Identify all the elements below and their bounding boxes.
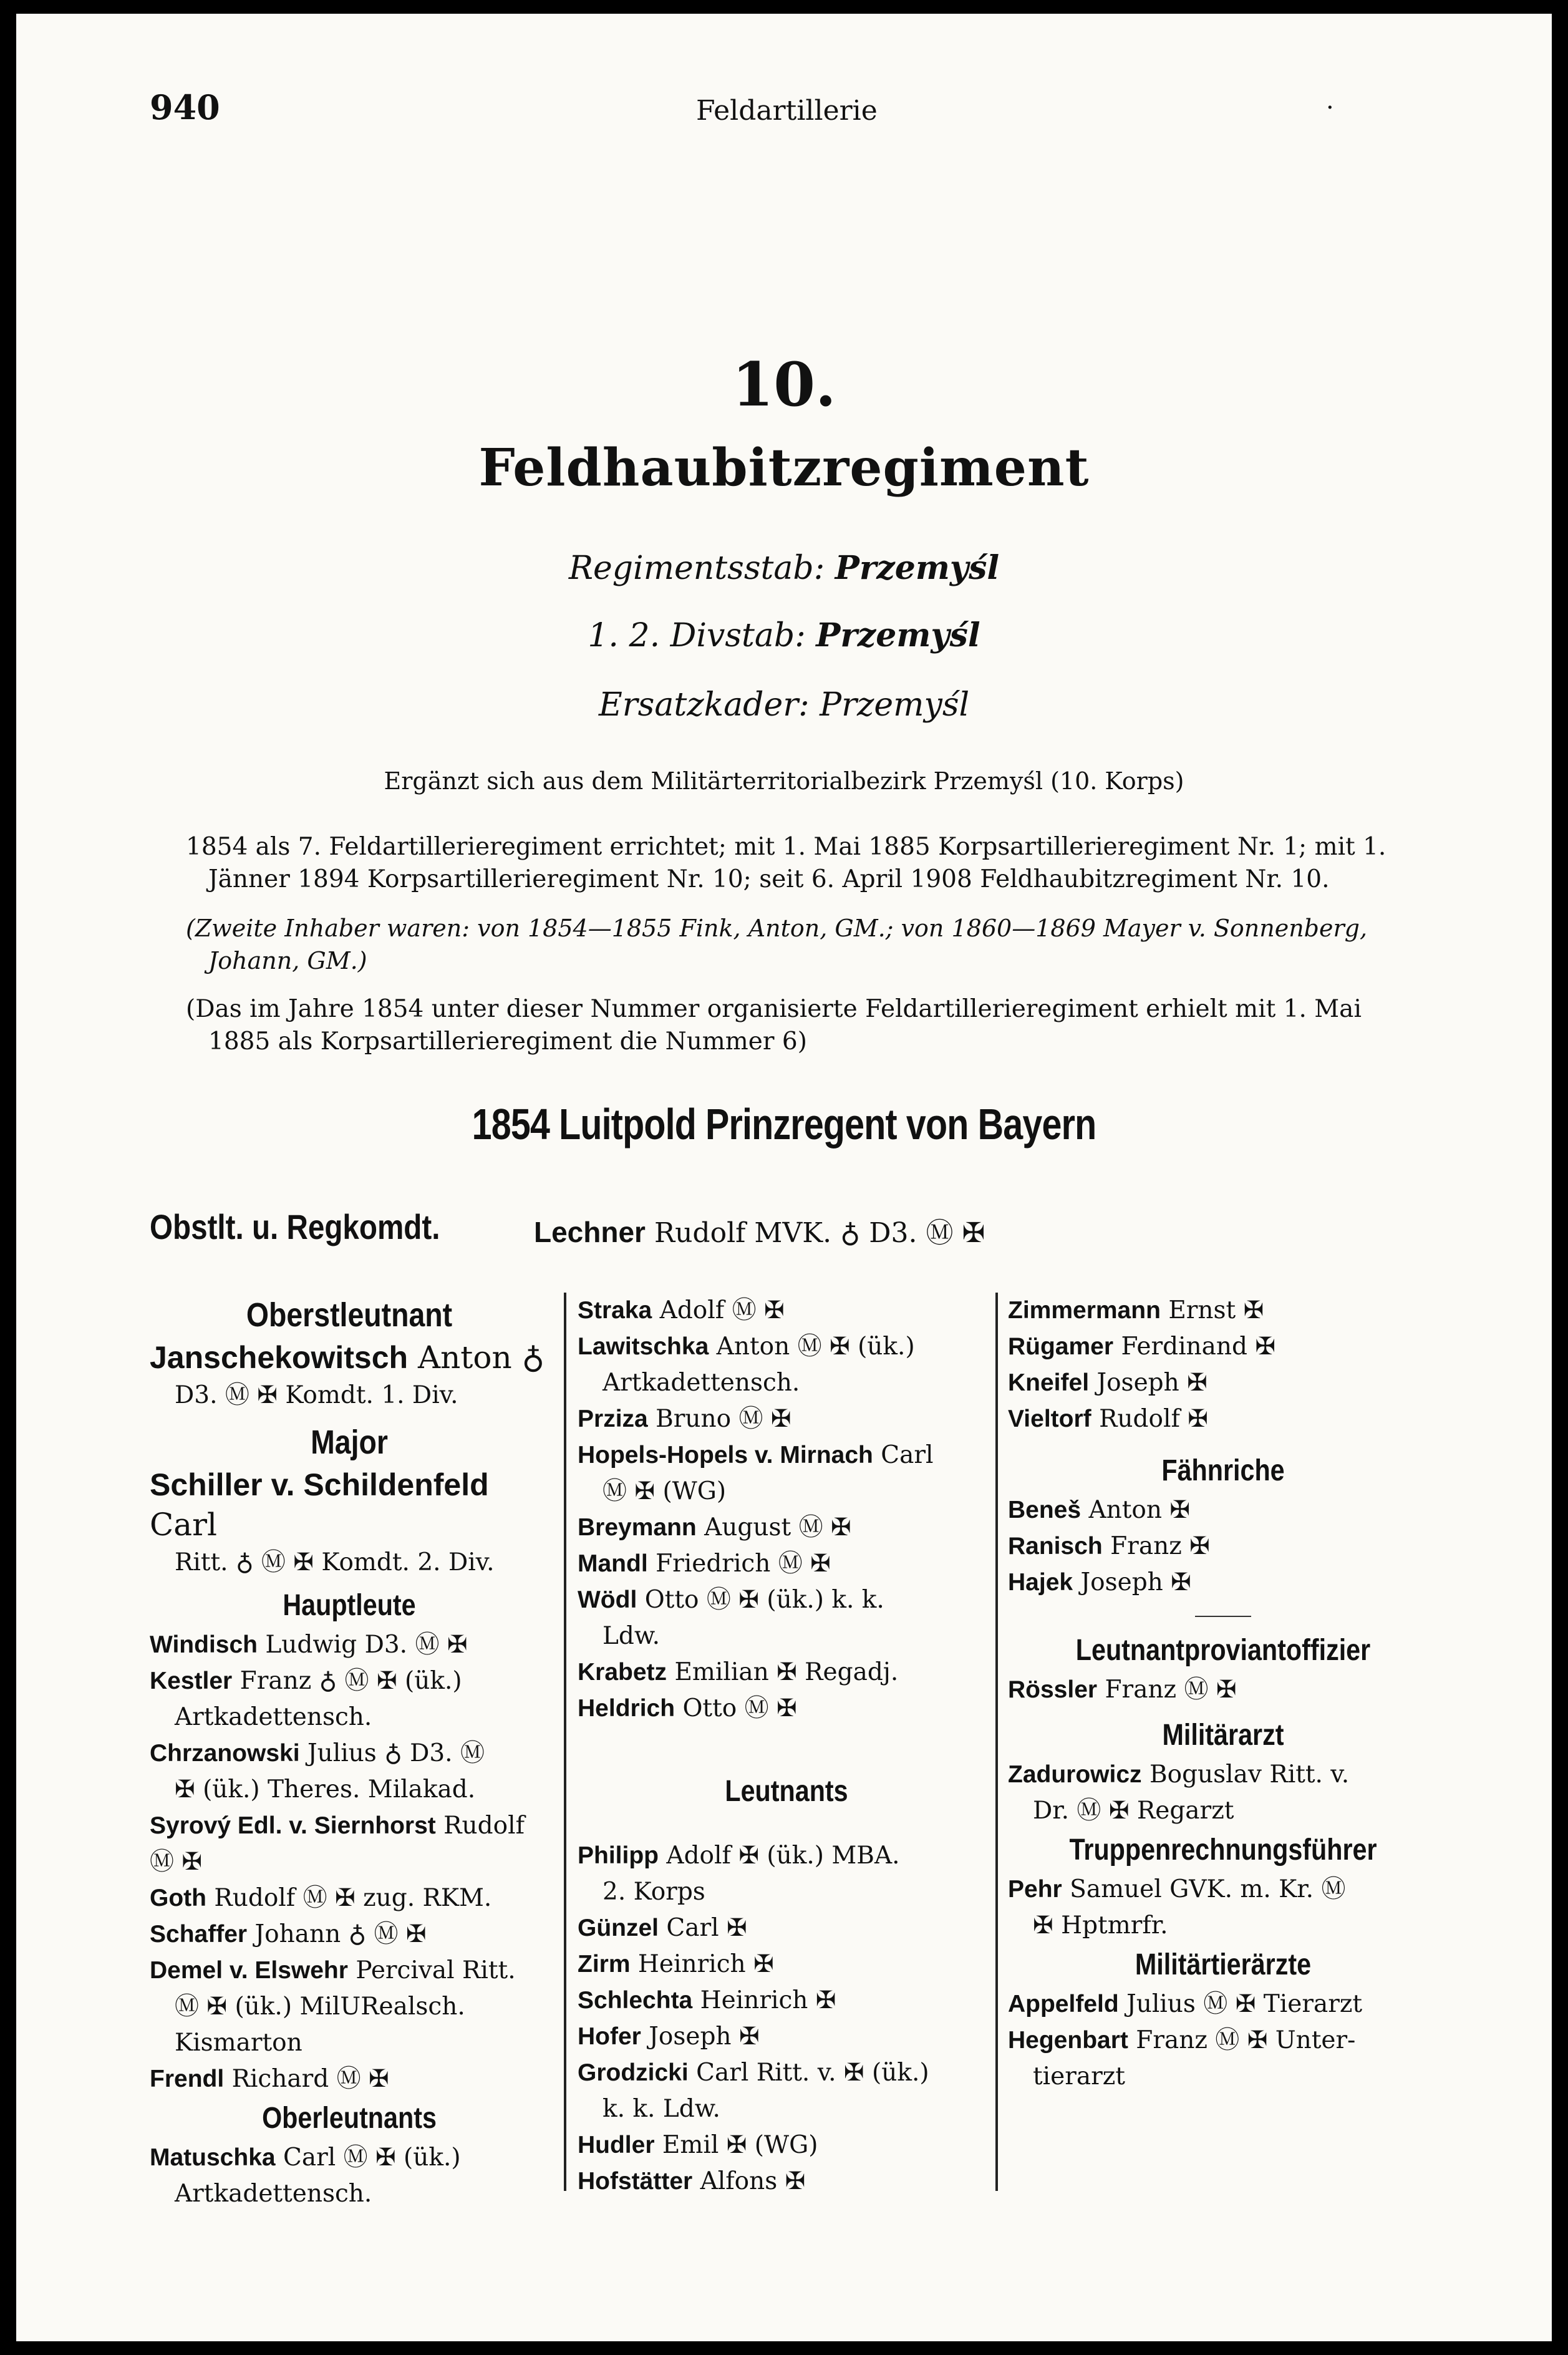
militaerarzt-list [1008, 1757, 1438, 1829]
entry-details: Franz ✠ [1110, 1532, 1210, 1560]
entry-details: Otto Ⓜ ✠ [682, 1694, 797, 1722]
hauptleute-list [150, 1627, 549, 2097]
header-dot: · [1326, 94, 1334, 122]
entry-name: Breymann [578, 1514, 697, 1541]
entry-name: Philipp [578, 1842, 659, 1869]
history-paragraph: 1854 als 7. Feldartillerieregiment errichtet; mit 1. Mai 1885 Korpsartillerieregiment Nr. 1; mit 1. Jänner 1894 Korpsartillerieregiment Nr. 10; seit 6. April 1908 Feldhaubitzregiment Nr. 10. [186, 833, 1387, 893]
oberleutnants-list [150, 2140, 549, 2212]
entry-details: Carl [150, 1507, 217, 1543]
list-item [1008, 1401, 1438, 1437]
entry-name: Matuschka [150, 2144, 276, 2171]
column-divider [995, 1293, 998, 2191]
entry-name: Demel v. Elswehr [150, 1957, 348, 1984]
list-item [578, 1838, 995, 1874]
entry-name: Zirm [578, 1951, 631, 1978]
list-item [150, 1953, 549, 1989]
spacer [578, 1727, 995, 1770]
entry-details: Samuel GVK. m. Kr. Ⓜ [1070, 1875, 1346, 1903]
running-title: Feldartillerie [696, 95, 878, 127]
ersatzkader-place: Przemyśl [820, 686, 970, 724]
list-item-continuation: k. k. Ldw. [603, 2095, 720, 2123]
entry-details: Friedrich Ⓜ ✠ [656, 1550, 831, 1578]
proviant-list [1008, 1672, 1438, 1708]
kommandant-name: Lechner [534, 1216, 646, 1248]
ersatzkader-line [16, 686, 1552, 724]
kommandant-label: Obstlt. u. Regkomdt. [150, 1207, 440, 1246]
entry-details: Joseph ✠ [649, 2022, 760, 2051]
section-heading: Leutnants [725, 1775, 848, 1808]
entry-details: Boguslav Ritt. v. [1149, 1760, 1350, 1789]
list-item [578, 2163, 995, 2200]
entry-name: Hudler [578, 2132, 655, 2158]
entry-details: Ludwig D3. Ⓜ ✠ [265, 1631, 468, 1659]
entry-details: Julius Ⓜ ✠ Tierarzt [1126, 1990, 1363, 2018]
kommandant-details: Rudolf MVK. ♁ D3. Ⓜ ✠ [654, 1217, 985, 1249]
list-item [578, 1546, 995, 1582]
list-item-continuation: Artkadettensch. [603, 1369, 800, 1397]
list-item [578, 1437, 995, 1474]
list-item-continuation: ✠ (ük.) Theres. Milakad. [175, 1775, 476, 1804]
entry-name: Heldrich [578, 1695, 675, 1722]
entry-details: Ernst ✠ [1168, 1296, 1264, 1324]
list-item [150, 1663, 549, 1699]
page-number: 940 [150, 87, 220, 127]
entry-name: Pehr [1008, 1876, 1062, 1903]
list-item [578, 1401, 995, 1437]
ersatzkader-label: Ersatzkader: [598, 686, 810, 724]
entry-name: Hofstätter [578, 2168, 693, 2195]
entry-name: Appelfeld [1008, 1991, 1119, 2018]
entry-name: Schiller v. Schildenfeld [150, 1467, 489, 1502]
regimentsstab-place: Przemyśl [835, 549, 1000, 587]
entry-name: Kestler [150, 1668, 233, 1694]
list-item [150, 1465, 549, 1545]
ergaenzt-line: Ergänzt sich aus dem Militärterritorialbezirk Przemyśl (10. Korps) [384, 767, 1184, 795]
entry-details: Franz ♁ Ⓜ ✠ (ük.) [240, 1667, 462, 1695]
entry-name: Frendl [150, 2066, 225, 2092]
entry-details: Franz Ⓜ ✠ Unter- [1136, 2026, 1356, 2054]
entry-details: Rudolf Ⓜ ✠ zug. RKM. [214, 1884, 492, 1912]
entry-details: Ferdinand ✠ [1121, 1333, 1276, 1361]
section-heading: Militärarzt [1162, 1719, 1284, 1752]
list-item [1008, 1365, 1438, 1401]
entry-details: Anton ♁ [417, 1339, 545, 1376]
section-heading: Hauptleute [283, 1589, 416, 1622]
list-item-continuation: Artkadettensch. [175, 1703, 372, 1731]
rechnungsfuehrer-list [1008, 1872, 1438, 1944]
list-item [578, 1582, 995, 1618]
list-item [1008, 1672, 1438, 1708]
divstab-line [16, 616, 1552, 654]
entry-name: Ranisch [1008, 1533, 1103, 1560]
list-item-continuation: D3. Ⓜ ✠ Komdt. 1. Div. [175, 1381, 458, 1409]
entry-name: Goth [150, 1885, 206, 1911]
divstab-label: 1. 2. Divstab: [588, 617, 806, 654]
entry-name: Zadurowicz [1008, 1761, 1142, 1788]
list-item-continuation: Dr. Ⓜ ✠ Regarzt [1033, 1797, 1234, 1825]
entry-name: Chrzanowski [150, 1740, 300, 1767]
entry-name: Vieltorf [1008, 1406, 1091, 1432]
entry-name: Mandl [578, 1550, 648, 1577]
section-heading: Oberstleutnant [246, 1296, 453, 1334]
page [16, 14, 1552, 2341]
list-item [578, 1691, 995, 1727]
column-3 [1008, 1293, 1438, 2095]
list-item-continuation: ✠ Hptmrfr. [1033, 1911, 1168, 1940]
entry-details: Emil ✠ (WG) [662, 2131, 818, 2159]
entry-name: Wödl [578, 1586, 637, 1613]
column-divider [564, 1293, 566, 2191]
entry-name: Janschekowitsch [150, 1340, 409, 1375]
regiment-number: 10. [732, 349, 836, 420]
list-item [578, 2019, 995, 2055]
list-item-continuation: tierarzt [1033, 2062, 1125, 2090]
column-2 [578, 1293, 995, 2200]
entry-details: Emilian ✠ Regadj. [674, 1658, 899, 1686]
leutnants-list [1008, 1293, 1438, 1437]
list-item-continuation: Ldw. [603, 1622, 661, 1650]
list-item [578, 1654, 995, 1691]
tieraerzte-list [1008, 1986, 1438, 2095]
list-item [578, 2127, 995, 2163]
entry-name: Prziza [578, 1406, 648, 1432]
entry-name: Windisch [150, 1631, 258, 1658]
entry-name: Schaffer [150, 1921, 248, 1948]
list-item [150, 1338, 549, 1377]
section-heading: Major [311, 1424, 388, 1461]
regimentsstab-label: Regimentsstab: [568, 550, 825, 587]
entry-details: Otto Ⓜ ✠ (ük.) k. k. [644, 1586, 884, 1614]
entry-name: Straka [578, 1297, 652, 1324]
list-item-continuation: Ⓜ ✠ (WG) [603, 1477, 727, 1505]
list-item [1008, 1329, 1438, 1365]
list-item [578, 1293, 995, 1329]
list-item [150, 2140, 549, 2176]
entry-name: Hopels-Hopels v. Mirnach [578, 1442, 873, 1469]
list-item [150, 1736, 549, 1772]
inhaber-heading: 1854 Luitpold Prinzregent von Bayern [472, 1100, 1096, 1148]
faehnriche-list [1008, 1492, 1438, 1601]
history-paragraph: (Zweite Inhaber waren: von 1854—1855 Fink, Anton, GM.; von 1860—1869 Mayer v. Sonnenberg, Johann, GM.) [186, 915, 1368, 974]
list-item [1008, 1872, 1438, 1908]
list-item [1008, 2022, 1438, 2059]
list-item [578, 2055, 995, 2091]
list-item-continuation: Ritt. ♁ Ⓜ ✠ Komdt. 2. Div. [175, 1548, 495, 1576]
leutnants-list [578, 1838, 995, 2200]
list-item [150, 1880, 549, 1916]
entry-details: Franz Ⓜ ✠ [1105, 1676, 1237, 1704]
entry-name: Grodzicki [578, 2059, 689, 2086]
entry-details: Alfons ✠ [700, 2167, 806, 2195]
entry-details: Anton ✠ [1088, 1496, 1191, 1524]
entry-name: Hajek [1008, 1569, 1073, 1596]
list-item [578, 1910, 995, 1946]
regiment-title: Feldhaubitzregiment [478, 438, 1090, 498]
list-item [150, 1627, 549, 1663]
entry-details: Johann ♁ Ⓜ ✠ [254, 1920, 427, 1948]
list-item [150, 1916, 549, 1953]
list-item [1008, 1986, 1438, 2022]
column-1 [150, 1293, 549, 2212]
entry-details: Rudolf ✠ [1099, 1405, 1208, 1433]
entry-name: Krabetz [578, 1659, 667, 1686]
oberleutnants-list [578, 1293, 995, 1727]
entry-name: Rössler [1008, 1676, 1098, 1703]
list-item [1008, 1293, 1438, 1329]
section-heading: Militärtierärzte [1135, 1948, 1312, 1981]
section-heading: Oberleutnants [262, 2102, 437, 2135]
section-heading: Leutnantproviantoffizier [1075, 1634, 1371, 1667]
list-item-continuation: Artkadettensch. [175, 2180, 372, 2208]
entry-details: August Ⓜ ✠ [704, 1513, 851, 1542]
divider-rule [1195, 1616, 1251, 1617]
entry-details: Julius ♁ D3. Ⓜ [307, 1739, 485, 1767]
entry-name: Zimmermann [1008, 1297, 1161, 1324]
list-item-continuation: Ⓜ ✠ (ük.) MilURealsch. Kismarton [175, 1993, 465, 2057]
entry-details: Joseph ✠ [1096, 1369, 1207, 1397]
entry-details: Adolf ✠ (ük.) MBA. [666, 1842, 900, 1870]
list-item [578, 1329, 995, 1365]
entry-details: Carl Ritt. v. ✠ (ük.) [696, 2059, 929, 2087]
entry-details: Heinrich ✠ [637, 1950, 774, 1978]
entry-details: Carl Ⓜ ✠ (ük.) [283, 2144, 461, 2172]
list-item [578, 1510, 995, 1546]
entry-name: Hegenbart [1008, 2027, 1128, 2054]
list-item [578, 1983, 995, 2019]
spacer [578, 1813, 995, 1838]
entry-name: Günzel [578, 1915, 659, 1941]
entry-name: Kneifel [1008, 1369, 1090, 1396]
entry-name: Syrový Edl. v. Siernhorst [150, 1812, 436, 1839]
entry-details: Percival Ritt. [356, 1956, 516, 1984]
entry-details: Richard Ⓜ ✠ [231, 2065, 389, 2093]
history-paragraph: (Das im Jahre 1854 unter dieser Nummer organisierte Feldartillerieregiment erhielt mit 1. Mai 1885 als Korpsartillerieregiment die Nummer 6) [186, 995, 1362, 1056]
list-item [1008, 1757, 1438, 1793]
entry-details: Rudolf Ⓜ ✠ [150, 1812, 525, 1876]
entry-details: Bruno Ⓜ ✠ [656, 1405, 791, 1433]
regimentsstab-line [16, 549, 1552, 587]
list-item [1008, 1565, 1438, 1601]
list-item [1008, 1528, 1438, 1565]
entry-name: Hofer [578, 2023, 641, 2050]
section-heading: Fähnriche [1161, 1454, 1285, 1487]
entry-details: Anton Ⓜ ✠ (ük.) [716, 1333, 915, 1361]
list-item [1008, 1492, 1438, 1528]
entry-name: Rügamer [1008, 1333, 1114, 1360]
entry-details: Joseph ✠ [1080, 1568, 1191, 1596]
entry-name: Beneš [1008, 1497, 1082, 1523]
entry-details: Heinrich ✠ [700, 1986, 836, 2014]
entry-name: Lawitschka [578, 1333, 709, 1360]
section-heading: Truppenrechnungsführer [1069, 1833, 1377, 1867]
kommandant-entry [534, 1210, 985, 1250]
entry-name: Schlechta [578, 1987, 693, 2014]
divstab-place: Przemyśl [816, 616, 980, 654]
entry-details: Adolf Ⓜ ✠ [659, 1296, 785, 1324]
list-item [150, 1808, 549, 1880]
entry-details: Carl [881, 1441, 934, 1469]
entry-details: Carl ✠ [666, 1914, 747, 1942]
list-item [578, 1946, 995, 1983]
list-item [150, 2061, 549, 2097]
list-item-continuation: 2. Korps [603, 1878, 705, 1906]
history-block [186, 831, 1421, 1058]
